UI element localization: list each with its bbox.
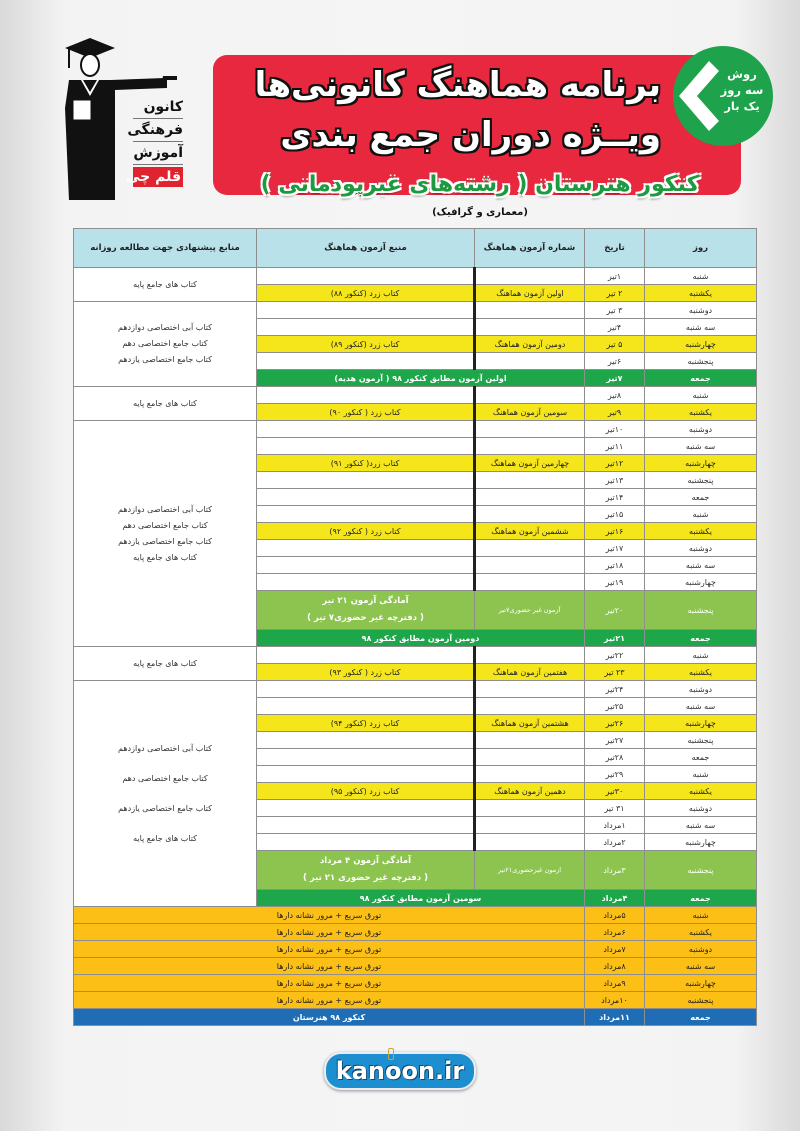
date-cell: ۲۵تیر xyxy=(585,698,645,715)
table-row xyxy=(74,958,757,975)
exam-source-cell xyxy=(257,647,475,664)
exam-source-cell: کتاب زرد (کنکور ۹۵) xyxy=(257,783,475,800)
day-cell: جمعه xyxy=(645,1009,757,1026)
resources-cell: کتاب های جامع پایه xyxy=(74,387,257,421)
date-cell: ۲۳ تیر xyxy=(585,664,645,681)
kanoon-logo xyxy=(55,38,185,198)
exam-number-cell xyxy=(475,353,585,370)
exam-source-cell xyxy=(257,817,475,834)
exam-number-cell: دهمین آزمون هماهنگ xyxy=(475,783,585,800)
exam-source-cell xyxy=(257,591,475,630)
exam-source-cell xyxy=(257,574,475,591)
header-exam-source: منبع آزمون هماهنگ xyxy=(257,229,475,268)
day-cell: سه شنبه xyxy=(645,817,757,834)
date-cell: ۹تیر xyxy=(585,404,645,421)
date-cell: ۲۴تیر xyxy=(585,681,645,698)
table-row xyxy=(74,907,757,924)
table-row xyxy=(74,268,757,285)
table-row xyxy=(74,941,757,958)
date-cell: ۱۹تیر xyxy=(585,574,645,591)
date-cell: ۱۰مرداد xyxy=(585,992,645,1009)
subtitle-note: (معماری و گرافیک) xyxy=(432,207,528,218)
logo-text xyxy=(126,98,183,189)
date-cell: ۱۲تیر xyxy=(585,455,645,472)
exam-number-cell xyxy=(475,421,585,438)
date-cell: ۴مرداد xyxy=(585,890,645,907)
exam-number-cell: ششمین آزمون هماهنگ xyxy=(475,523,585,540)
exam-source-cell xyxy=(257,540,475,557)
exam-number-cell: آزمون غیر حضوری۷تیر xyxy=(475,591,585,630)
date-cell: ۱۰تیر xyxy=(585,421,645,438)
day-cell: چهارشنبه xyxy=(645,834,757,851)
date-cell: ۳ تیر xyxy=(585,302,645,319)
exam-number-cell xyxy=(475,574,585,591)
table-row xyxy=(74,975,757,992)
logo-word-highlight: قلم چی xyxy=(126,169,181,185)
exam-number-cell xyxy=(475,732,585,749)
resource-item: کتاب جامع اختصاصی دهم xyxy=(122,339,208,348)
resource-item: کتاب آبی اختصاصی دوازدهم xyxy=(118,743,212,753)
day-cell: شنبه xyxy=(645,506,757,523)
chevron-left-icon xyxy=(679,61,719,131)
resources-cell: کتاب های جامع پایه xyxy=(74,647,257,681)
merged-cell: تورق سریع + مرور نشانه دارها xyxy=(74,941,585,958)
merged-cell: سومین آزمون مطابق کنکور ۹۸ xyxy=(257,890,585,907)
day-cell: سه شنبه xyxy=(645,319,757,336)
day-cell: شنبه xyxy=(645,387,757,404)
exam-source-line: آمادگی آزمون ۲۱ تیر xyxy=(322,596,409,606)
date-cell: ۵مرداد xyxy=(585,907,645,924)
exam-number-cell xyxy=(475,834,585,851)
exam-number-cell xyxy=(475,302,585,319)
day-cell: پنجشنبه xyxy=(645,591,757,630)
date-cell: ۲۹تیر xyxy=(585,766,645,783)
date-cell: ۳مرداد xyxy=(585,851,645,890)
day-cell: شنبه xyxy=(645,647,757,664)
kanoon-site-logo[interactable]: kanoon.ir xyxy=(324,1052,476,1090)
date-cell: ۷مرداد xyxy=(585,941,645,958)
exam-number-cell xyxy=(475,438,585,455)
merged-cell: تورق سریع + مرور نشانه دارها xyxy=(74,992,585,1009)
day-cell: یکشنبه xyxy=(645,664,757,681)
date-cell: ۲ تیر xyxy=(585,285,645,302)
exam-number-cell: اولین آزمون هماهنگ xyxy=(475,285,585,302)
resource-item: کتاب جامع اختصاصی یازدهم xyxy=(118,355,212,364)
date-cell: ۱۴تیر xyxy=(585,489,645,506)
exam-source-cell: کتاب زرد (کنکور ۸۹) xyxy=(257,336,475,353)
date-cell: ۲۸تیر xyxy=(585,749,645,766)
exam-number-cell: ازمون غیرحضوری۲۱تیر xyxy=(475,851,585,890)
header-exam-number: شماره آزمون هماهنگ xyxy=(475,229,585,268)
table-row xyxy=(74,387,757,404)
exam-source-cell xyxy=(257,302,475,319)
exam-number-cell xyxy=(475,540,585,557)
exam-source-cell xyxy=(257,506,475,523)
exam-number-cell: سومین آزمون هماهنگ xyxy=(475,404,585,421)
exam-source-cell xyxy=(257,557,475,574)
merged-cell: دومین آزمون مطابق کنکور ۹۸ xyxy=(257,630,585,647)
day-cell: جمعه xyxy=(645,489,757,506)
resource-item: کتاب جامع اختصاصی دهم xyxy=(122,773,208,783)
exam-source-cell: کتاب زرد( کنکور ۹۱) xyxy=(257,455,475,472)
day-cell: دوشنبه xyxy=(645,540,757,557)
date-cell: ۲۰تیر xyxy=(585,591,645,630)
exam-source-cell xyxy=(257,489,475,506)
logo-word: فرهنگی xyxy=(133,121,183,142)
date-cell: ۲۱تیر xyxy=(585,630,645,647)
subtitle: کنکور هنرستان ( رشته‌های غیرپودمانی ) xyxy=(260,172,700,197)
day-cell: یکشنبه xyxy=(645,404,757,421)
day-cell: سه شنبه xyxy=(645,958,757,975)
day-cell: سه شنبه xyxy=(645,557,757,574)
day-cell: پنجشنبه xyxy=(645,992,757,1009)
day-cell: شنبه xyxy=(645,268,757,285)
date-cell: ۵ تیر xyxy=(585,336,645,353)
day-cell: یکشنبه xyxy=(645,924,757,941)
exam-source-line: ( دفترچه غیر حضوری۷ تیر ) xyxy=(307,613,424,623)
merged-cell: کنکور ۹۸ هنرستان xyxy=(74,1009,585,1026)
day-cell: چهارشنبه xyxy=(645,715,757,732)
logo-word: کانون xyxy=(133,98,183,119)
badge-text xyxy=(719,66,765,114)
exam-source-cell xyxy=(257,353,475,370)
day-cell: دوشنبه xyxy=(645,941,757,958)
table-row xyxy=(74,992,757,1009)
day-cell: جمعه xyxy=(645,630,757,647)
exam-source-cell xyxy=(257,387,475,404)
exam-source-cell: کتاب زرد ( کنکور ۹۲) xyxy=(257,523,475,540)
resource-item: کتاب های جامع پایه xyxy=(133,552,197,562)
exam-source-cell: کتاب زرد ( کنکور ۹۰) xyxy=(257,404,475,421)
day-cell: دوشنبه xyxy=(645,800,757,817)
resource-item: کتاب های جامع پایه xyxy=(133,833,197,843)
date-cell: ۱۱تیر xyxy=(585,438,645,455)
exam-number-cell: هشتمین آزمون هماهنگ xyxy=(475,715,585,732)
date-cell: ۳۱ تیر xyxy=(585,800,645,817)
badge-line: یک بار xyxy=(724,99,760,113)
exam-number-cell xyxy=(475,557,585,574)
exam-number-cell xyxy=(475,698,585,715)
resource-item: کتاب جامع اختصاصی یازدهم xyxy=(118,536,212,546)
date-cell: ۹مرداد xyxy=(585,975,645,992)
exam-number-cell xyxy=(475,681,585,698)
resources-cell: کتاب های جامع پایه xyxy=(74,268,257,302)
day-cell: سه شنبه xyxy=(645,438,757,455)
date-cell: ۱۵تیر xyxy=(585,506,645,523)
day-cell: یکشنبه xyxy=(645,285,757,302)
resources-cell xyxy=(74,302,257,387)
exam-source-cell: کتاب زرد ( کنکور ۹۳) xyxy=(257,664,475,681)
badge-line: سه روز xyxy=(720,83,764,97)
date-cell: ۱۱مرداد xyxy=(585,1009,645,1026)
day-cell: پنجشنبه xyxy=(645,472,757,489)
day-cell: چهارشنبه xyxy=(645,574,757,591)
exam-number-cell xyxy=(475,319,585,336)
exam-number-cell xyxy=(475,800,585,817)
date-cell: ۶تیر xyxy=(585,353,645,370)
day-cell: جمعه xyxy=(645,749,757,766)
exam-source-line: آمادگی آزمون ۴ مرداد xyxy=(319,856,412,866)
merged-cell: تورق سریع + مرور نشانه دارها xyxy=(74,975,585,992)
header-resources: منابع پیشنهادی جهت مطالعه روزانه xyxy=(74,229,257,268)
table-row xyxy=(74,302,757,319)
day-cell: چهارشنبه xyxy=(645,336,757,353)
table-row xyxy=(74,421,757,438)
date-cell: ۲۶تیر xyxy=(585,715,645,732)
date-cell: ۱۳تیر xyxy=(585,472,645,489)
page-title: برنامه هماهنگ کانونی‌ها xyxy=(254,65,661,105)
paperclip-icon xyxy=(388,1048,394,1060)
day-cell: سه شنبه xyxy=(645,698,757,715)
day-cell: شنبه xyxy=(645,766,757,783)
merged-cell: تورق سریع + مرور نشانه دارها xyxy=(74,958,585,975)
date-cell: ۴تیر xyxy=(585,319,645,336)
day-cell: جمعه xyxy=(645,370,757,387)
date-cell: ۱۶تیر xyxy=(585,523,645,540)
day-cell: پنجشنبه xyxy=(645,353,757,370)
exam-source-cell xyxy=(257,766,475,783)
day-cell: یکشنبه xyxy=(645,523,757,540)
exam-source-cell xyxy=(257,851,475,890)
exam-source-cell xyxy=(257,698,475,715)
date-cell: ۳۰تیر xyxy=(585,783,645,800)
exam-source-cell xyxy=(257,268,475,285)
exam-number-cell: هفتمین آزمون هماهنگ xyxy=(475,664,585,681)
header-day: روز xyxy=(645,229,757,268)
table-header-row xyxy=(74,229,757,268)
exam-number-cell xyxy=(475,268,585,285)
resource-item: کتاب آبی اختصاصی دوازدهم xyxy=(118,504,212,514)
day-cell: پنجشنبه xyxy=(645,851,757,890)
date-cell: ۸تیر xyxy=(585,387,645,404)
merged-cell: تورق سریع + مرور نشانه دارها xyxy=(74,924,585,941)
exam-number-cell: دومین آزمون هماهنگ xyxy=(475,336,585,353)
resources-cell xyxy=(74,421,257,647)
day-cell: جمعه xyxy=(645,890,757,907)
schedule-table xyxy=(73,228,757,1026)
date-cell: ۶مرداد xyxy=(585,924,645,941)
resource-item: کتاب آبی اختصاصی دوازدهم xyxy=(118,323,212,332)
day-cell: پنجشنبه xyxy=(645,732,757,749)
exam-source-cell xyxy=(257,800,475,817)
table-row xyxy=(74,924,757,941)
exam-number-cell xyxy=(475,472,585,489)
exam-source-cell xyxy=(257,834,475,851)
date-cell: ۱۸تیر xyxy=(585,557,645,574)
merged-cell: اولین آزمون مطابق کنکور ۹۸ ( آزمون هدیه) xyxy=(257,370,585,387)
resources-cell xyxy=(74,681,257,907)
exam-number-cell xyxy=(475,749,585,766)
resource-item: کتاب جامع اختصاصی دهم xyxy=(122,520,208,530)
exam-number-cell xyxy=(475,489,585,506)
date-cell: ۲مرداد xyxy=(585,834,645,851)
exam-number-cell xyxy=(475,766,585,783)
exam-source-cell xyxy=(257,749,475,766)
date-cell: ۷تیر xyxy=(585,370,645,387)
exam-source-cell xyxy=(257,319,475,336)
day-cell: شنبه xyxy=(645,907,757,924)
date-cell: ۲۲تیر xyxy=(585,647,645,664)
exam-source-cell xyxy=(257,732,475,749)
day-cell: چهارشنبه xyxy=(645,455,757,472)
day-cell: دوشنبه xyxy=(645,302,757,319)
exam-number-cell xyxy=(475,387,585,404)
date-cell: ۸مرداد xyxy=(585,958,645,975)
method-badge xyxy=(673,46,773,146)
exam-number-cell xyxy=(475,817,585,834)
page-title-line2: ویــژه دوران جمع بندی xyxy=(280,115,661,155)
logo-word: آموزش xyxy=(133,144,183,165)
day-cell: دوشنبه xyxy=(645,681,757,698)
exam-source-cell: کتاب زرد (کنکور ۹۴) xyxy=(257,715,475,732)
date-cell: ۲۷تیر xyxy=(585,732,645,749)
date-cell: ۱مرداد xyxy=(585,817,645,834)
header-date: تاریخ xyxy=(585,229,645,268)
exam-source-cell xyxy=(257,681,475,698)
table-row xyxy=(74,1009,757,1026)
day-cell: یکشنبه xyxy=(645,783,757,800)
exam-number-cell: چهارمین آزمون هماهنگ xyxy=(475,455,585,472)
exam-source-line: ( دفترچه غیر حضوری ۲۱ تیر ) xyxy=(303,873,428,883)
exam-source-cell xyxy=(257,421,475,438)
table-row xyxy=(74,647,757,664)
exam-source-cell xyxy=(257,472,475,489)
exam-source-cell xyxy=(257,438,475,455)
day-cell: چهارشنبه xyxy=(645,975,757,992)
exam-source-cell: کتاب زرد (کنکور ۸۸) xyxy=(257,285,475,302)
date-cell: ۱تیر xyxy=(585,268,645,285)
table-row xyxy=(74,681,757,698)
day-cell: دوشنبه xyxy=(645,421,757,438)
badge-line: روش xyxy=(727,67,757,81)
exam-number-cell xyxy=(475,506,585,523)
merged-cell: تورق سریع + مرور نشانه دارها xyxy=(74,907,585,924)
exam-number-cell xyxy=(475,647,585,664)
resource-item: کتاب جامع اختصاصی یازدهم xyxy=(118,803,212,813)
date-cell: ۱۷تیر xyxy=(585,540,645,557)
